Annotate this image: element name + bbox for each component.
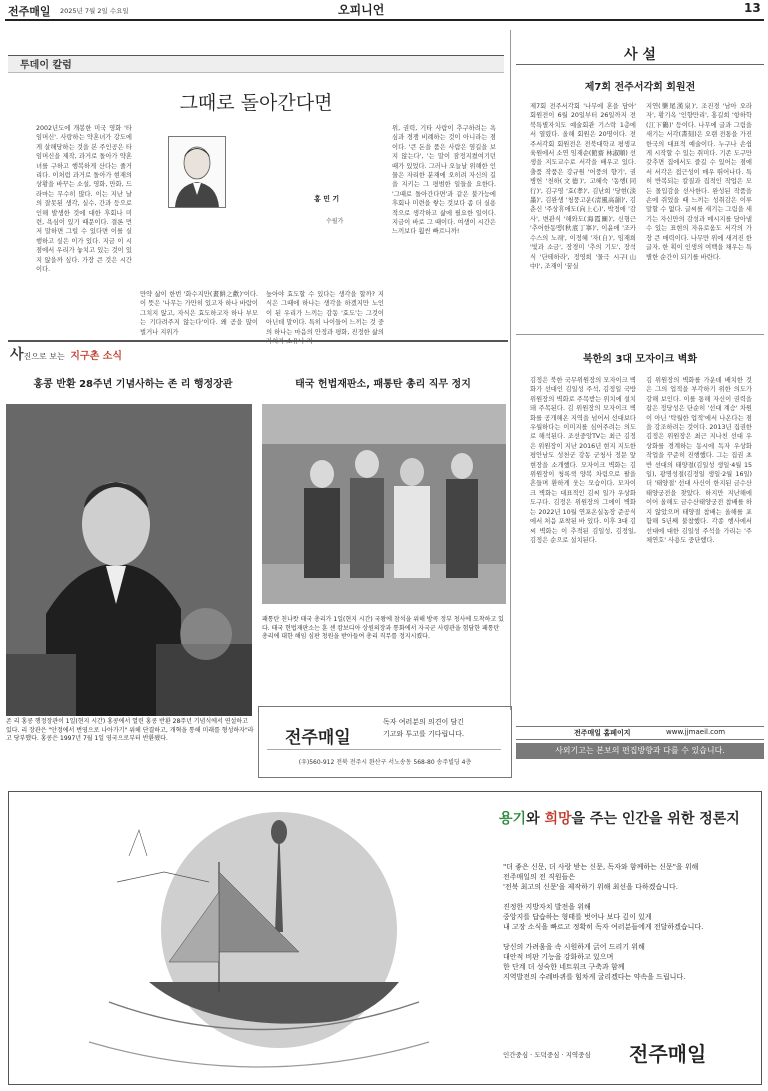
photo-john-lee xyxy=(6,404,252,716)
editorial-separator xyxy=(516,334,764,335)
page-number: 13 xyxy=(744,1,761,15)
ad-p3-line: 당신의 가려움을 속 시원하게 긁어 드리기 위해 xyxy=(503,943,645,951)
ad-headline-hope: 희망 xyxy=(544,811,572,827)
ad-headline xyxy=(499,808,740,828)
column-tag: 투데이 칼럼 xyxy=(20,60,72,71)
reader-box-line2: 기고와 투고를 기다립니다. xyxy=(383,730,465,738)
photo-news-tag-em: 지구촌 소식 xyxy=(70,351,123,362)
reader-box-rule xyxy=(267,749,501,750)
photo-paetongtarn xyxy=(262,404,506,604)
ad-p2-line: 진정한 지방자치 발전을 위해 xyxy=(503,903,591,911)
column-divider xyxy=(510,30,511,710)
ad-p3-line: 지역발전의 수레바퀴를 힘차게 굴리겠다는 약속을 드립니다. xyxy=(503,973,686,981)
ad-p2-line: 내 고장 소식을 빠르고 정확히 독자 여러분들에게 전달하겠습니다. xyxy=(503,923,704,931)
ad-paragraph-3 xyxy=(503,942,743,982)
photo-right-caption: 패통탄 친나왓 태국 총리가 1일(현지 시간) 국왕에 참석을 위해 방콕 정부 청사에 도착하고 있다. 태국 헌법재판소는 훈 센 캄보디아 상원의장과 통화에서 자국군 사령관을 험담한 패통탄 총리에 대한 해임 심판 청원을 받아들여 총리 직무를 정지시켰다. xyxy=(262,616,504,641)
editorial-1-col-1: 제7회 전주서각회 '나무에 혼을 담아' 회원전이 6월 20일부터 26일까지 전북특별자치도 예술회관 기스락 1층에서 열렸다. 올해 회원은 20명이다. 전주서각회 회원전은 전북대학교 평생교육원에서 소연 임재순(館齋 林淑順) 선생을 지도교수로 서각을 배우고 있다. 출품 작품은 강규원 '어풍의 향기', 권병헌 '천하(文德)', 고혜숙 '동행(同行)', 김구영 '효(孝)', 김난희 '당현(淡墨)', 김완생 '청풍고운(淸風高韻)', 김춘신 '주상휴애도(向上心)', 박정애 '감사', 변관식 '해와도(海霞圖)', 신형근 '추어한동맹(秋底丁寧)', 이윤애 '조카수스의 노래', 이정혜 '자(自)', 임재희 '빛과 소금', 장경미 '추의 기도', 장석식 '단테하라', 정영희 '물극 시구(山中)', 조재이 '꿈실 xyxy=(530,103,636,270)
editorial-label: 사 설 xyxy=(624,47,656,63)
photo-left-title: 홍콩 반환 28주년 기념사하는 존 리 행정장관 xyxy=(33,379,233,390)
author-portrait xyxy=(168,136,226,208)
editorial-2-col-2: 김 위원장의 벽화를 가운데 배치한 것은 그의 업적을 부각하기 위한 의도가 강해 보인다. 이를 통해 자신이 권력을 잡은 정당성은 단순히 '선대 계승' 차원이 아닌 '탁월한 업적'에서 나온다는 점을 강조하려는 것이다. 2013년 집권한 김정은 위원장은 최근 지나친 선대 우상화를 경계하는 동시에 독자 우상화 작업을 꾸준히 진행했다. 그는 집권 초반 선대의 태양절(김일성 생일·4월 15일), 광명성절(김정일 생일·2월 16일) 더 '태양절' 선대 사신이 한지된 금수산태양궁전을 찾았다. 하지만 지난해에 이어 올해도 금수산태양궁전 참배를 하지 않았으며 태양절 참배는 올해를 포함해 5년째 불참했다. 각종 행사에서 선대에 대한 김일성 주석을 가리는 '주체연호' 사용도 중단했다. xyxy=(646,377,752,544)
ad-headline-rest: 을 주는 인간을 위한 정론지 xyxy=(571,811,740,827)
masthead-logo: 전주매일 xyxy=(8,5,51,18)
ad-box xyxy=(8,791,762,1085)
disclaimer-bar: 사외기고는 본보의 편집방향과 다를 수 있습니다. xyxy=(516,743,764,759)
ad-headline-and: 와 xyxy=(526,811,545,827)
photo-right-title: 태국 헌법재판소, 패통탄 총리 직무 정지 xyxy=(295,379,471,390)
photo-news-tag xyxy=(10,344,122,364)
column-text-3: 높아야 효도할 수 있다는 생각을 할까? 지식은 그때에 하나는 생각을 하겠지만 노인이 된 우리가 느끼는 감동 '효도'는 그것이 아닌데 말이다. 특히 나이들어 느끼는 것 중의 하나는 마음의 안정과 평화, 진정한 삶의 가치가 소유나 지 xyxy=(266,291,384,346)
homepage-label: 전주매일 홈페이지 xyxy=(574,729,631,737)
section-title: 오피니언 xyxy=(338,3,385,17)
ad-p1-line: '전북 최고의 신문'을 제작하기 위해 최선을 다하겠습니다. xyxy=(503,883,678,891)
editorial-2-col-1: 김정은 북한 국무위원장의 모자이크 벽화가 선대인 김일성 주석, 김정일 국방위원장의 벽화로 주목받는 위치에 설치돼 주목된다. 김 위원장의 모자이크 벽화를 공개해온 지역을 넘어서 선대보다 우월하다는 이미지를 심어주려는 의도로 해석된다. 조선중앙TV는 최근 김정은 위원장이 지난 2016년 현지 지도한 평안남도 성천군 강동 군청사 정문 앞 현장을 소개했다. 모자이크 벽화는 김 위원장이 청록색 양복 차림으로 팔을 흔들며 환하게 웃는 모습이다. 모자이크 벽화는 대표적인 김씨 일가 우상화 도구다. 김정은 위원장의 그에이 벽화는 2022년 10월 연포온실농장 준공식에서 처음 포착된 바 있다. 이후 3대 김씨 벽화는 이 추적된 김일성, 김정일, 김정은 순으로 설치된다. xyxy=(530,377,636,544)
issue-date: 2025년 7월 2일 수요일 xyxy=(60,7,129,15)
editorial-1-col-2: 지연(樂尾漢泉)', 조진경 '남아 오라자', 황기옥 '인향만리', 홍길희 '항하학(江下鶴)' 등이다. 나무에 글과 그림을 새기는 서각(書刻)은 오랜 전통을 가진 한국의 대표적 예술이다. 누구나 손쉽게 시작할 수 있는 취미다. 기존 도구만 갖추면 집에서도 즐길 수 있어는 점에서 서각은 접근성이 매우 뛰어나다. 특히 반복되는 칼질과 집적인 작업은 모든 몰입감을 선사한다. 완성된 작품을 손에 쥐었을 때 느끼는 성취감은 이루 말할 수 없다. 글씨를 새기는 그림을 새기는 자신만의 감성과 메시지를 담아낼 수 있는 표현의 자유로움도 서각의 가장 큰 매력이다. 나무만 위에 새겨진 한 글자, 한 획이 인생의 여백을 채우는 특별한 순간이 되기를 바란다. xyxy=(646,103,752,261)
ad-p1-line: 전주매일의 전 직원들은 xyxy=(503,873,576,881)
ad-paragraph-2 xyxy=(503,902,743,932)
photo-news-rule xyxy=(8,340,508,342)
column-tag-bar xyxy=(8,55,504,73)
editorial-rule xyxy=(516,64,764,65)
reader-box-logo: 전주매일 xyxy=(285,728,351,748)
ad-illustration xyxy=(69,802,449,1078)
column-text-1: 2002년도에 개봉한 미국 영화 '타임머신'. 사랑하는 약혼녀가 강도에게 살해당하는 것을 본 주인공은 타임머신을 제작, 과거로 돌아가 약혼녀를 구하고 행복하게 산다는 줄거리다. 이처럼 과거로 돌아가 현재의 상황을 바꾸는 소설, 영화, 만화, 드라마는 무수히 많다. 이는 지난 날의 잘못된 생각, 실수, 간과 등으로 인해 발생한 것에 대한 후회나 미련, 욕심이 있기 때문이다. 결론 먼저 말하면 그럴 수 있다면 이를 실행하고 싶은 이가 있다. 지금 이 시점에서 우리가 놓치고 있는 것이 있지 않을까 싶다. 가장 큰 것은 시간이다. xyxy=(36,125,132,274)
today-column xyxy=(8,48,504,346)
ad-slogan: 인간중심 · 도덕중심 · 지역중심 xyxy=(503,1051,591,1059)
ad-p1-line: "더 좋은 신문, 더 사랑 받는 신문, 독자와 함께하는 신문"을 위해 xyxy=(503,863,699,871)
column-title: 그때로 돌아간다면 xyxy=(179,92,333,114)
column-text-2: 만약 삶이 한번 '화수지만(畫餠之歡)'이다. 이 뜻은 '나무는 가만히 있고자 하나 바람이 그치지 않고, 자식은 효도하고자 하나 부모는 기다려주지 않는다'이다. 왜 곧을 많이 벌거나 지위가 xyxy=(140,291,258,336)
ad-paragraph-1 xyxy=(503,862,743,892)
ad-p3-line: 한 단계 더 성숙한 네트워크 구축과 함께 xyxy=(503,963,625,971)
ad-logo: 전주매일 xyxy=(629,1042,707,1066)
photo-left-caption: 존 리 홍콩 행정장관이 1일(현지 시간) 홍콩에서 열린 홍콩 반환 28주년 기념식에서 연설하고 있다. 리 장관은 "안정에서 번영으로 나아가기" 위해 단결하고, 개혁을 통해 미래를 형성하자"라고 당부했다. 홍콩은 1997년 7월 1일 영국으로부터 반환됐다. xyxy=(6,718,254,743)
homepage-url[interactable]: www.jjmaeil.com xyxy=(666,728,726,736)
photo-news-tag-rest: 진으로 보는 xyxy=(23,352,65,361)
reader-submission-box xyxy=(258,706,512,778)
column-text-4: 위, 권력, 기타 사람이 추구하려는 욕심과 경쟁 비례하는 것이 아니라는 점이다. '큰 돈을 품은 사람은 염길을 보지 않는다', '는 말이 잠정지켰여기던 때가 있었다. 그러나 오늘날 위해한 인물은 자리한 분재에 오히려 자신의 길을 지키는 그 평범한 일들을 요한다. '그때로 돌아간다면'과 같은 불가능에 후회나 미련을 쌓는 것보다 좀 더 실용적으로 생각하고 삶에 필요한 일이다. 지금이 바로 그 때이다. 여생이 시간은 느끼보다 훨씬 빠르니까! xyxy=(392,125,496,236)
header-rule xyxy=(5,19,764,21)
author-role: 수필가 xyxy=(326,218,344,225)
homepage-bar xyxy=(516,726,764,740)
ad-headline-courage: 용기 xyxy=(499,811,527,827)
ad-p3-line: 대안적 비판 기능을 강화하고 있으며 xyxy=(503,953,614,961)
photo-news-tag-big: 사 xyxy=(10,347,24,363)
author-name: 홍 민 기 xyxy=(314,195,340,203)
editorial-title-1: 제7회 전주서각회 회원전 xyxy=(584,82,696,93)
editorial-title-2: 북한의 3대 모자이크 벽화 xyxy=(582,354,697,365)
ad-p2-line: 중앙지를 답습하는 형태를 벗어나 보다 깊이 있게 xyxy=(503,913,652,921)
reader-box-line1: 독자 여러분의 의견이 담긴 xyxy=(383,718,465,726)
reader-box-address: (우)560-912 전북 전주시 완산구 서노송동 568-80 송주빌딩 4층 xyxy=(298,759,472,766)
